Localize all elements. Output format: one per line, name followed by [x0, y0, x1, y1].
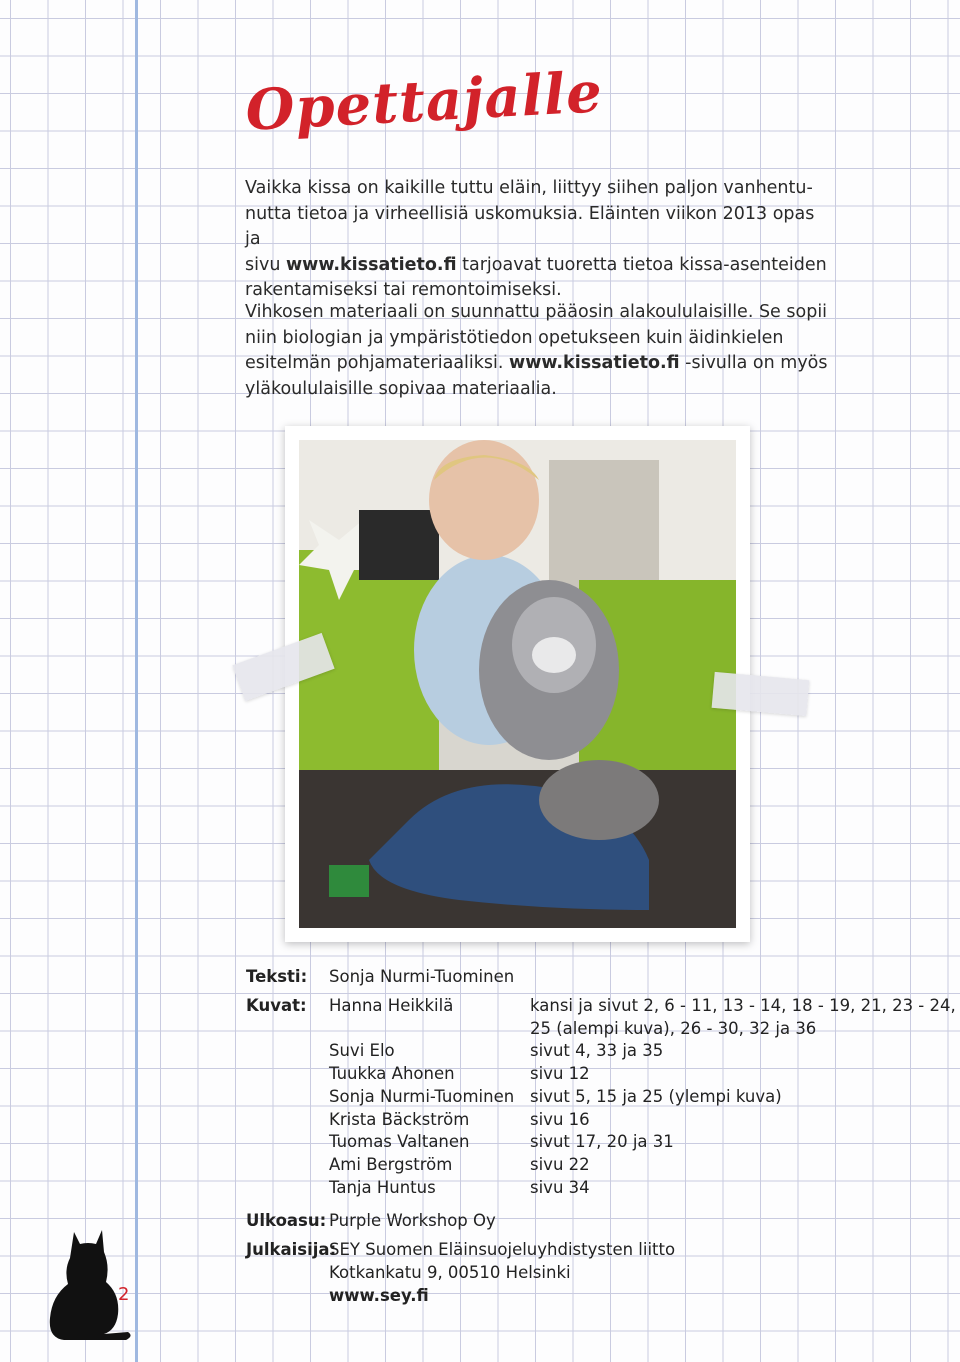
kissatieto-link[interactable]: www.kissatieto.fi — [286, 254, 457, 275]
notebook-margin-line — [135, 0, 138, 1362]
photographer-pages: sivut 5, 15 ja 25 (ylempi kuva) — [530, 1087, 782, 1106]
materials-text: esitelmän pohjamateriaaliksi. — [245, 353, 510, 373]
materials-line: Vihkosen materiaali on suunnattu pääosin alakoululaisille. Se sopii — [245, 302, 828, 322]
materials-line: yläkoululaisille sopivaa materiaalia. — [245, 378, 557, 399]
text-author: Sonja Nurmi-Tuominen — [329, 967, 515, 986]
intro-line: Vaikka kissa on kaikille tuttu eläin, liittyy siihen paljon vanhentu- — [245, 178, 813, 198]
kissatieto-link[interactable]: www.kissatieto.fi — [509, 353, 680, 373]
photographer-name: Tuomas Valtanen — [329, 1132, 470, 1151]
photographer-name: Hanna Heikkilä — [329, 996, 454, 1015]
photographer-name: Ami Bergström — [329, 1155, 453, 1174]
photographer-pages: sivu 22 — [530, 1155, 590, 1174]
intro-line: rakentamiseksi tai remontoimiseksi. — [245, 280, 562, 300]
photographer-name: Tuukka Ahonen — [329, 1064, 455, 1083]
materials-paragraph — [245, 300, 835, 402]
page-number: 2 — [118, 1284, 130, 1305]
photographer-name: Sonja Nurmi-Tuominen — [329, 1087, 515, 1106]
photographer-name: Tanja Huntus — [329, 1178, 436, 1197]
intro-line: nutta tietoa ja virheellisiä uskomuksia. Eläinten viikon 2013 opas ja — [245, 203, 815, 249]
photo-frame — [285, 426, 750, 942]
page-title: Opettajalle — [244, 59, 605, 144]
photo-illustration — [299, 440, 736, 928]
photographer-name: Suvi Elo — [329, 1041, 395, 1060]
materials-text: -sivulla on myös — [679, 353, 828, 373]
photographer-pages: kansi ja sivut 2, 6 - 11, 13 - 14, 18 - 19, 21, 23 - 24, — [530, 996, 956, 1015]
text-label: Teksti: — [246, 967, 308, 986]
layout-label: Ulkoasu: — [246, 1211, 327, 1230]
publisher-label: Julkaisija: — [246, 1240, 337, 1259]
intro-paragraph — [245, 176, 835, 304]
photographer-pages: sivut 17, 20 ja 31 — [530, 1132, 674, 1151]
publisher-address: Kotkankatu 9, 00510 Helsinki — [329, 1263, 571, 1282]
intro-line — [245, 253, 835, 279]
photos-label: Kuvat: — [246, 996, 307, 1015]
intro-text: sivu — [245, 254, 286, 275]
photographer-pages: sivu 34 — [530, 1178, 590, 1197]
layout-value: Purple Workshop Oy — [329, 1211, 496, 1230]
materials-line — [245, 351, 835, 377]
publisher-website-link[interactable]: www.sey.fi — [329, 1286, 429, 1305]
photographer-pages: sivu 12 — [530, 1064, 590, 1083]
boy-with-cat-photo — [299, 440, 736, 928]
publisher-name: SEY Suomen Eläinsuojeluyhdistysten liitto — [329, 1240, 676, 1259]
materials-line: niin biologian ja ympäristötiedon opetukseen kuin äidinkielen — [245, 327, 784, 348]
photographer-name: Krista Bäckström — [329, 1110, 470, 1129]
photographer-pages: sivut 4, 33 ja 35 — [530, 1041, 664, 1060]
intro-text: tarjoavat tuoretta tietoa kissa-asenteiden — [456, 254, 827, 275]
photographer-pages: 25 (alempi kuva), 26 - 30, 32 ja 36 — [530, 1019, 817, 1038]
cat-silhouette-icon — [44, 1222, 134, 1344]
photographer-pages: sivu 16 — [530, 1110, 590, 1129]
